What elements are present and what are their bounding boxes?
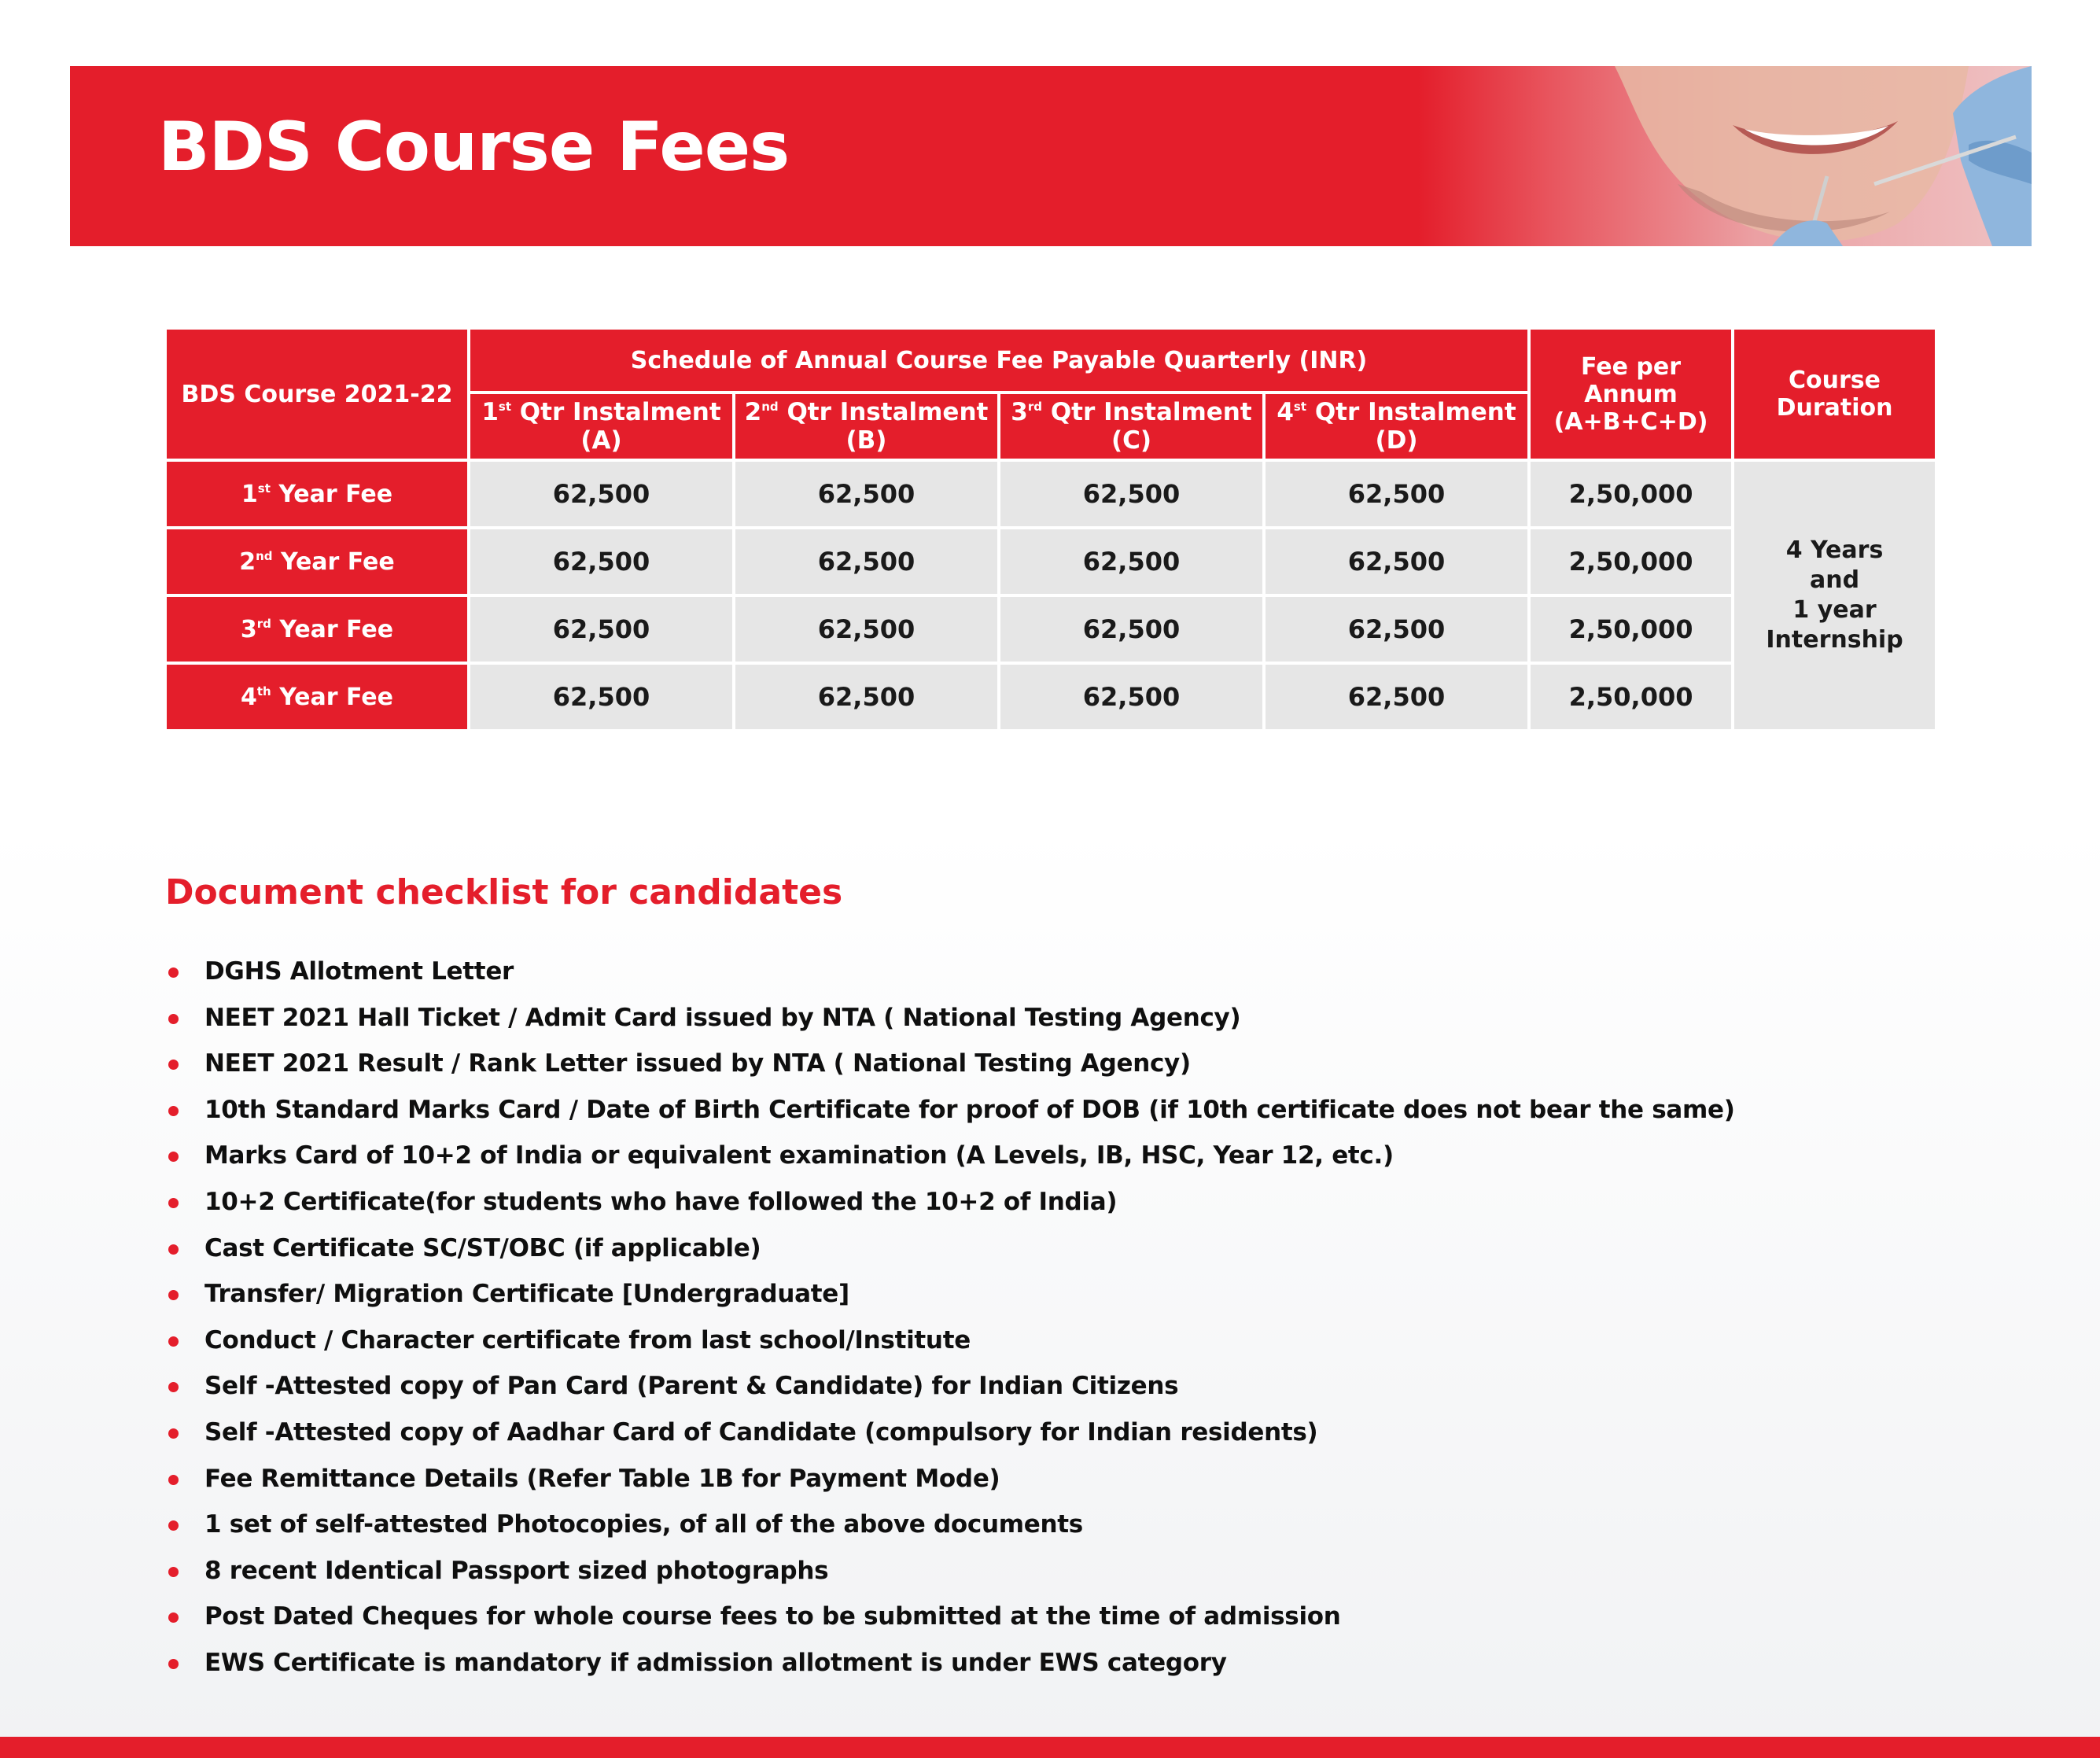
list-item [165,1502,1974,1548]
bullet-icon [168,1382,179,1392]
bullet-icon [168,1567,179,1577]
table-row [167,597,1935,662]
fee-cell: 62,500 [470,597,732,662]
document-checklist [165,949,1974,1686]
list-item [165,1225,1974,1272]
ordinal: 2 [744,398,762,426]
fee-cell: 62,500 [1000,665,1262,729]
annum-cell: 2,50,000 [1531,529,1731,594]
bullet-icon [168,1520,179,1531]
dental-patient-photo [1418,66,2032,246]
page-title: BDS Course Fees [158,108,790,186]
list-item [165,1179,1974,1225]
ordinal-suffix: nd [256,548,273,563]
year-label-text: Year Fee [279,615,394,643]
schedule-header: Schedule of Annual Course Fee Payable Quarterly (INR) [470,330,1527,391]
list-item-text: Self -Attested copy of Aadhar Card of Candidate (compulsory for Indian residents) [204,1417,1318,1447]
ordinal: 4 [1277,398,1294,426]
bullet-icon [168,1290,179,1300]
bullet-icon [168,1152,179,1162]
bullet-icon [168,1244,179,1255]
list-item [165,1410,1974,1456]
list-item [165,1456,1974,1502]
year-label [167,665,467,729]
annum-cell: 2,50,000 [1531,665,1731,729]
list-item [165,1318,1974,1364]
list-item-text: Marks Card of 10+2 of India or equivalent examination (A Levels, IB, HSC, Year 12, etc.) [204,1141,1394,1170]
fee-cell: 62,500 [1000,529,1262,594]
bullet-icon [168,1336,179,1347]
fee-cell: 62,500 [470,529,732,594]
header-banner [70,66,2032,246]
ordinal: 3 [240,615,257,643]
list-item [165,1087,1974,1133]
table-row [167,665,1935,729]
bullet-icon [168,1060,179,1070]
annum-header-line: Fee per Annum [1581,352,1682,408]
duration-line: and [1809,566,1860,594]
list-item-text: Self -Attested copy of Pan Card (Parent & Candidate) for Indian Citizens [204,1372,1179,1401]
fee-cell: 62,500 [735,529,997,594]
bullet-icon [168,1475,179,1485]
ordinal-suffix: rd [256,616,271,631]
list-item [165,1363,1974,1410]
duration-line: 1 year [1792,596,1877,624]
fee-cell: 62,500 [1266,529,1527,594]
fee-cell: 62,500 [1266,665,1527,729]
bullet-icon [168,1198,179,1208]
ordinal-suffix: rd [1027,400,1043,414]
fee-table [164,326,1938,732]
list-item-text: Cast Certificate SC/ST/OBC (if applicable) [204,1233,761,1262]
list-item [165,1271,1974,1318]
ordinal: 1 [481,398,499,426]
table-row [167,529,1935,594]
ordinal-suffix: nd [761,400,779,414]
fee-cell: 62,500 [735,462,997,526]
footer-bar [0,1737,2100,1758]
fee-cell: 62,500 [735,665,997,729]
list-item [165,1594,1974,1640]
duration-header-line: Duration [1776,394,1893,422]
list-item-text: Fee Remittance Details (Refer Table 1B for Payment Mode) [204,1464,1000,1493]
fee-cell: 62,500 [735,597,997,662]
duration-line: 4 Years [1785,536,1884,564]
list-item-text: 1 set of self-attested Photocopies, of all of the above documents [204,1510,1083,1539]
list-item-text: 10+2 Certificate(for students who have followed the 10+2 of India) [204,1187,1118,1216]
bullet-icon [168,1612,179,1623]
list-item-text: NEET 2021 Result / Rank Letter issued by NTA ( National Testing Agency) [204,1049,1191,1078]
annum-cell: 2,50,000 [1531,462,1731,526]
checklist-title: Document checklist for candidates [165,872,843,912]
ordinal-suffix: st [498,400,511,414]
instalment-header-c [1000,394,1262,459]
bullet-icon [168,1106,179,1116]
list-item [165,1133,1974,1179]
list-item [165,1548,1974,1594]
instalment-label: Qtr Instalment (B) [787,398,989,455]
fee-per-annum-header [1531,330,1731,459]
year-label-text: Year Fee [279,683,393,711]
ordinal: 2 [239,547,256,576]
list-item-text: NEET 2021 Hall Ticket / Admit Card issued by NTA ( National Testing Agency) [204,1003,1241,1032]
year-label [167,597,467,662]
list-item [165,1640,1974,1686]
instalment-label: Qtr Instalment (A) [519,398,721,455]
instalment-label: Qtr Instalment (D) [1314,398,1516,455]
fee-cell: 62,500 [470,665,732,729]
year-label-text: Year Fee [278,480,393,508]
bullet-icon [168,1659,179,1669]
list-item-text: 8 recent Identical Passport sized photographs [204,1556,829,1585]
year-label [167,529,467,594]
list-item [165,949,1974,995]
list-item-text: EWS Certificate is mandatory if admission allotment is under EWS category [204,1648,1227,1677]
instalment-header-d [1266,394,1527,459]
list-item [165,1041,1974,1087]
ordinal: 1 [241,480,258,508]
bullet-icon [168,1014,179,1024]
list-item-text: Conduct / Character certificate from last school/Institute [204,1325,971,1354]
ordinal: 4 [241,683,257,711]
duration-line: Internship [1766,626,1903,654]
fee-cell: 62,500 [1000,462,1262,526]
table-row [167,462,1935,526]
annum-cell: 2,50,000 [1531,597,1731,662]
list-item-text: Transfer/ Migration Certificate [Undergraduate] [204,1280,849,1309]
fee-cell: 62,500 [470,462,732,526]
fee-cell: 62,500 [1000,597,1262,662]
bullet-icon [168,967,179,978]
instalment-header-b [735,394,997,459]
year-label-text: Year Fee [280,547,395,576]
duration-header-line: Course [1789,367,1881,394]
list-item [165,995,1974,1041]
list-item-text: DGHS Allotment Letter [204,957,514,986]
instalment-header-a [470,394,732,459]
ordinal-suffix: th [256,684,271,698]
instalment-label: Qtr Instalment (C) [1050,398,1252,455]
fee-cell: 62,500 [1266,462,1527,526]
list-item-text: Post Dated Cheques for whole course fees to be submitted at the time of admission [204,1602,1341,1631]
ordinal-suffix: st [257,481,271,496]
fee-cell: 62,500 [1266,597,1527,662]
bullet-icon [168,1428,179,1439]
year-label [167,462,467,526]
course-year-header: BDS Course 2021-22 [167,330,467,459]
course-duration-cell [1734,462,1935,729]
smiling-patient-illustration-icon [1418,66,2032,246]
list-item-text: 10th Standard Marks Card / Date of Birth Certificate for proof of DOB (if 10th certificate does not bear the same) [204,1095,1735,1124]
annum-header-formula: (A+B+C+D) [1553,407,1708,436]
ordinal: 3 [1011,398,1028,426]
course-duration-header [1734,330,1935,459]
ordinal-suffix: st [1293,400,1307,414]
